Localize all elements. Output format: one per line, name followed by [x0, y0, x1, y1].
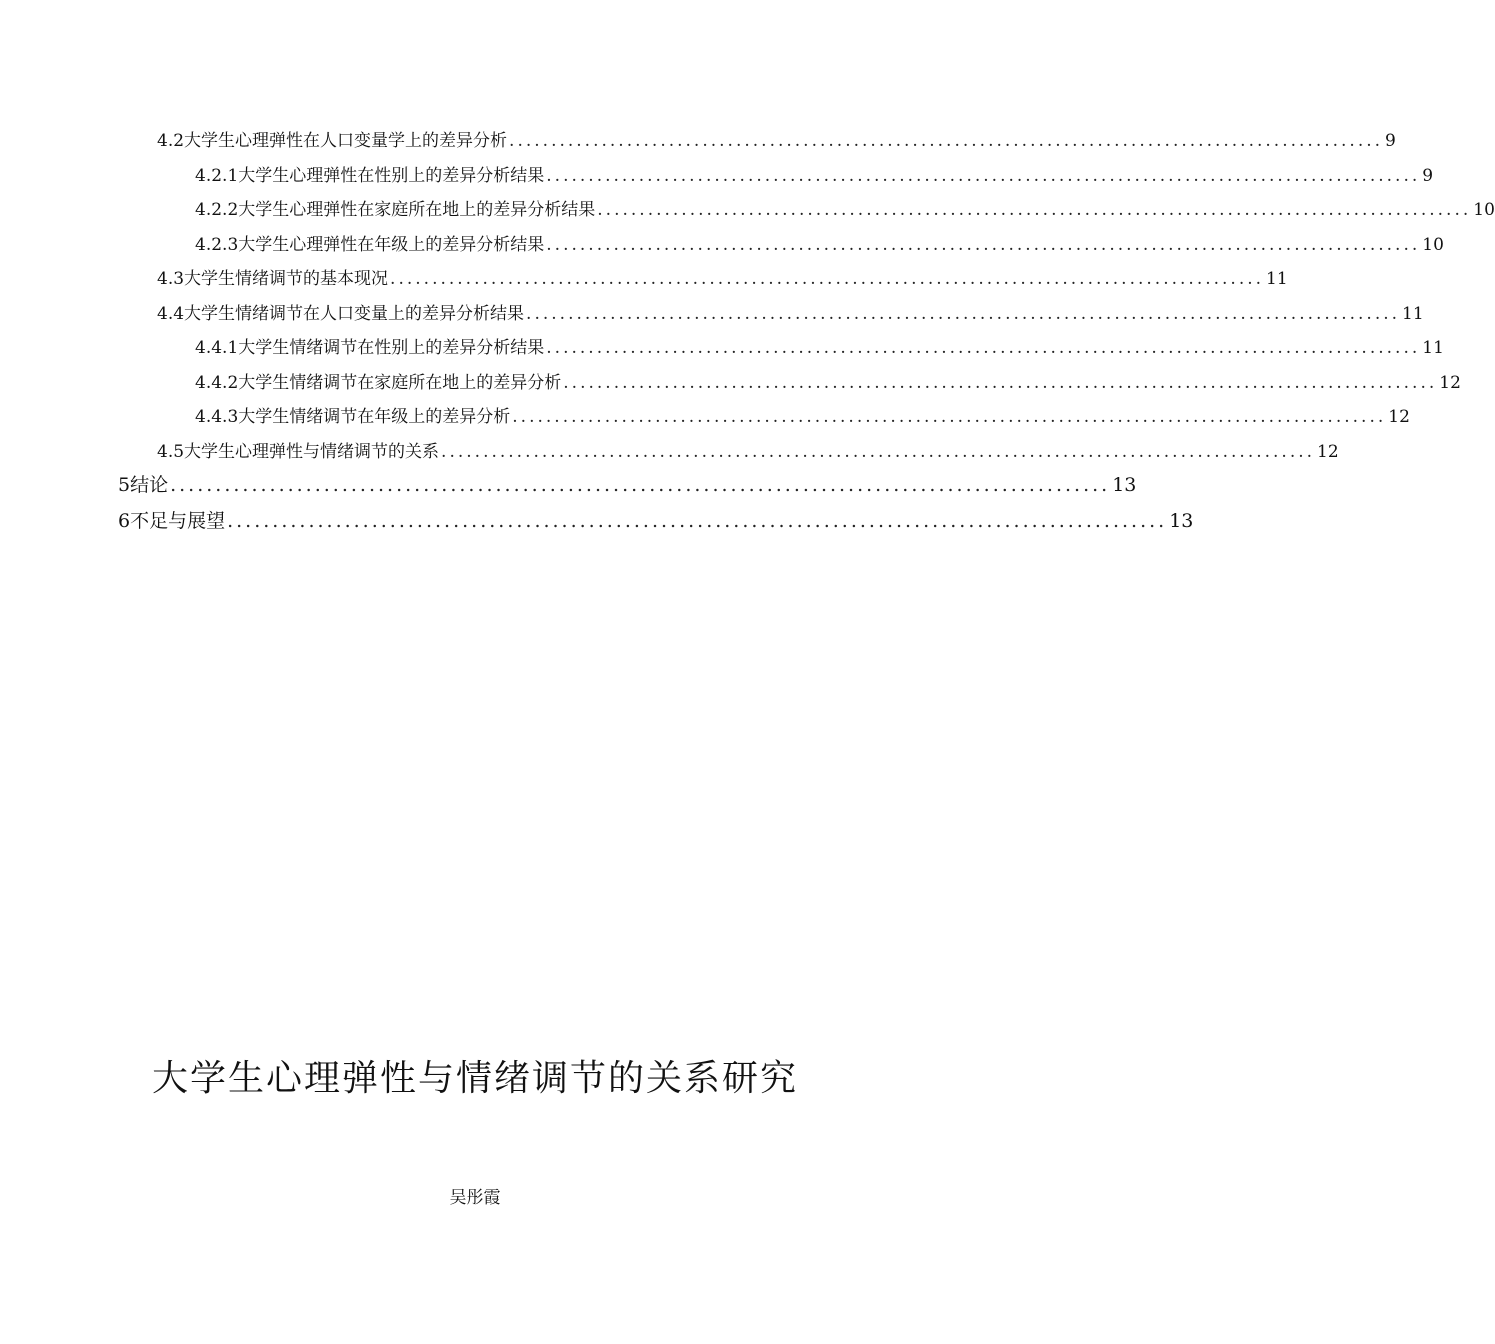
- toc-entry-page: 11: [1402, 304, 1424, 324]
- toc-entry-title: 4.2.3大学生心理弹性在年级上的差异分析结果: [195, 235, 545, 255]
- toc-entry-page: 10: [1422, 235, 1444, 255]
- toc-entry-title: 4.4.3大学生情绪调节在年级上的差异分析: [195, 407, 511, 427]
- toc-entry[interactable]: [157, 437, 1339, 462]
- toc-entry[interactable]: [157, 264, 1288, 289]
- toc-entry-page: 9: [1422, 166, 1434, 186]
- toc-entry[interactable]: [195, 195, 1495, 220]
- toc-entry[interactable]: [157, 126, 1396, 151]
- toc-leader-dots: ........................................................................................................: [509, 131, 1384, 151]
- toc-entry-title: 4.4大学生情绪调节在人口变量上的差异分析结果: [157, 304, 525, 324]
- toc-entry-page: 11: [1422, 338, 1444, 358]
- toc-entry[interactable]: [195, 368, 1461, 393]
- toc-entry[interactable]: [195, 161, 1434, 186]
- toc-entry[interactable]: [118, 470, 1137, 497]
- document-title: 大学生心理弹性与情绪调节的关系研究: [151, 1058, 798, 1099]
- toc-leader-dots: ........................................................................................................: [512, 407, 1387, 427]
- toc-entry-page: 11: [1266, 269, 1288, 289]
- toc-entry-page: 12: [1317, 442, 1339, 462]
- toc-entry[interactable]: [118, 506, 1194, 533]
- toc-entry-title: 4.2.2大学生心理弹性在家庭所在地上的差异分析结果: [195, 200, 596, 220]
- toc-leader-dots: ........................................................................................................: [563, 373, 1438, 393]
- toc-entry-title: 4.4.2大学生情绪调节在家庭所在地上的差异分析: [195, 373, 562, 393]
- toc-leader-dots: ........................................................................................................: [390, 269, 1265, 289]
- toc-entry-title: 4.3大学生情绪调节的基本现况: [157, 269, 389, 289]
- toc-entry-title: 4.2大学生心理弹性在人口变量学上的差异分析: [157, 131, 508, 151]
- toc-entry-title: 6不足与展望: [118, 510, 226, 532]
- toc-leader-dots: ........................................................................................................: [170, 474, 1111, 496]
- toc-entry-title: 4.4.1大学生情绪调节在性别上的差异分析结果: [195, 338, 545, 358]
- toc-leader-dots: ........................................................................................................: [546, 338, 1421, 358]
- toc-leader-dots: ........................................................................................................: [546, 235, 1421, 255]
- toc-entry[interactable]: [195, 333, 1444, 358]
- document-author: 吴彤霞: [449, 1188, 501, 1208]
- toc-entry-page: 10: [1473, 200, 1495, 220]
- toc-leader-dots: ........................................................................................................: [526, 304, 1401, 324]
- toc-entry-title: 4.2.1大学生心理弹性在性别上的差异分析结果: [195, 166, 545, 186]
- toc-entry-page: 13: [1112, 474, 1137, 496]
- toc-entry[interactable]: [157, 299, 1424, 324]
- toc-leader-dots: ........................................................................................................: [441, 442, 1316, 462]
- toc-leader-dots: ........................................................................................................: [227, 510, 1168, 532]
- toc-entry-page: 9: [1385, 131, 1396, 151]
- toc-entry[interactable]: [195, 402, 1410, 427]
- toc-leader-dots: ........................................................................................................: [546, 166, 1421, 186]
- toc-entry-page: 12: [1439, 373, 1461, 393]
- toc-entry-page: 13: [1169, 510, 1194, 532]
- toc-entry-page: 12: [1388, 407, 1410, 427]
- toc-entry-title: 5结论: [118, 474, 169, 496]
- toc-entry[interactable]: [195, 230, 1444, 255]
- toc-leader-dots: ........................................................................................................: [597, 200, 1472, 220]
- toc-entry-title: 4.5大学生心理弹性与情绪调节的关系: [157, 442, 440, 462]
